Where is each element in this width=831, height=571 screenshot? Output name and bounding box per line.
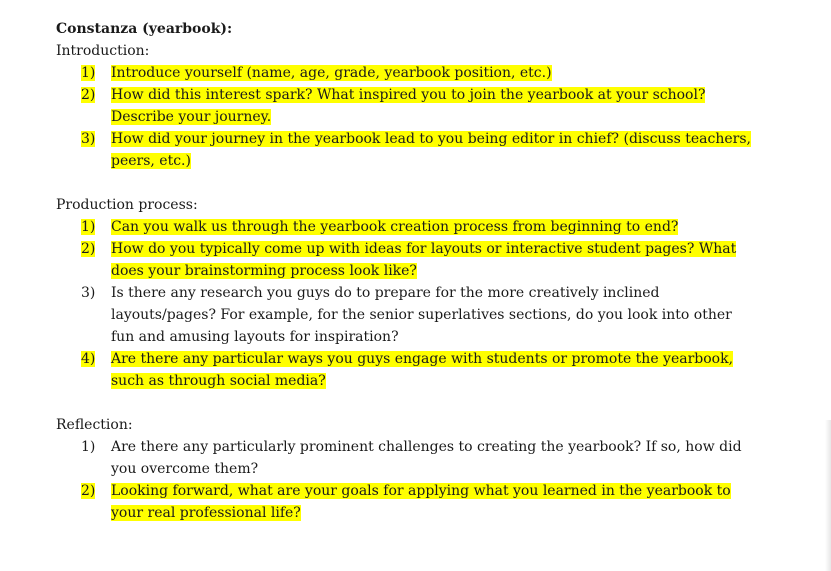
- item-text: Are there any particular ways you guys engage with students or promote the yearbook, such as through social media?: [111, 351, 734, 389]
- list-item: [56, 282, 756, 348]
- item-number: 2): [81, 241, 96, 257]
- item-text: Is there any research you guys do to prepare for the more creatively inclined layouts/pages? For example, for the senior superlatives sections, do you look into other fun and amusing layouts for inspiration?: [111, 285, 732, 345]
- list-item: [56, 348, 756, 392]
- item-number: 1): [81, 219, 96, 235]
- item-text: Looking forward, what are your goals for applying what you learned in the yearbook to your real professional life?: [111, 483, 731, 521]
- item-number: 2): [81, 87, 96, 103]
- item-text: Are there any particularly prominent challenges to creating the yearbook? If so, how did you overcome them?: [111, 439, 742, 477]
- list-item: [56, 62, 756, 84]
- list-item: [56, 480, 756, 524]
- section-production-process: [56, 194, 756, 392]
- list-item: [56, 436, 756, 480]
- question-list: [56, 436, 756, 524]
- section-label: Production process:: [56, 197, 198, 213]
- item-text: How did this interest spark? What inspired you to join the yearbook at your school? Describe your journey.: [111, 87, 706, 125]
- question-list: [56, 62, 756, 172]
- document-body: [56, 18, 756, 524]
- item-number: 2): [81, 483, 96, 499]
- item-number: 3): [81, 285, 96, 301]
- item-text: Can you walk us through the yearbook creation process from beginning to end?: [111, 219, 679, 235]
- item-text: How do you typically come up with ideas for layouts or interactive student pages? What does your brainstorming process look like?: [111, 241, 737, 279]
- list-item: [56, 216, 756, 238]
- section-label: Reflection:: [56, 417, 133, 433]
- list-item: [56, 84, 756, 128]
- list-item: [56, 128, 756, 172]
- question-list: [56, 216, 756, 392]
- section-label: Introduction:: [56, 43, 150, 59]
- item-number: 1): [81, 439, 96, 455]
- item-number: 3): [81, 131, 96, 147]
- page-edge-shadow: [825, 420, 831, 571]
- item-text: How did your journey in the yearbook lead to you being editor in chief? (discuss teachers, peers, etc.): [111, 131, 751, 169]
- section-introduction: [56, 40, 756, 172]
- item-number: 1): [81, 65, 96, 81]
- section-reflection: [56, 414, 756, 524]
- document-title: Constanza (yearbook):: [56, 21, 233, 37]
- item-number: 4): [81, 351, 96, 367]
- item-text: Introduce yourself (name, age, grade, yearbook position, etc.): [111, 65, 552, 81]
- list-item: [56, 238, 756, 282]
